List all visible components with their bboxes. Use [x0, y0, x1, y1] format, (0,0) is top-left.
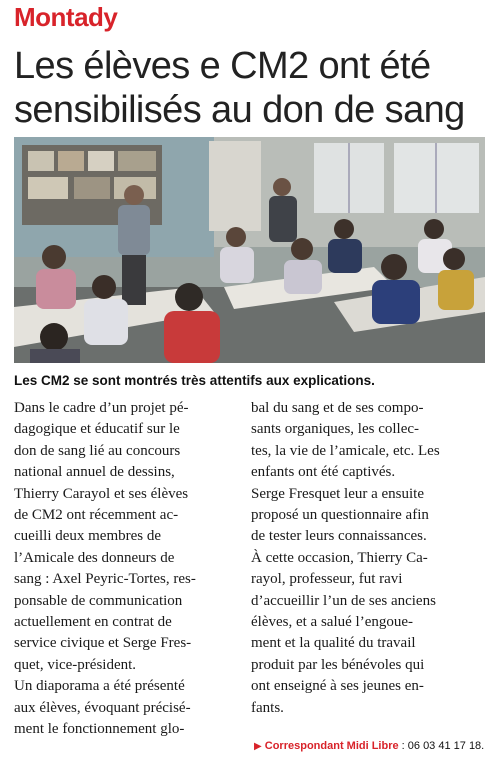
text-line: Un diaporama a été présenté	[14, 678, 185, 695]
text-line: Serge Fresquet leur a ensuite	[251, 485, 425, 502]
text-line: national annuel de dessins,	[14, 464, 175, 481]
text-line: service civique et Serge Fres-	[14, 635, 192, 652]
text-column-right	[251, 398, 473, 719]
text-line: quet, vice-président.	[14, 656, 137, 673]
text-line: cueilli deux membres de	[14, 528, 162, 545]
text-line: sants organiques, les collec-	[251, 421, 420, 438]
text-line: de CM2 ont récemment ac-	[14, 507, 179, 524]
text-line: Thierry Carayol et ses élèves	[14, 485, 189, 502]
text-line: Dans le cadre d’un projet pé-	[14, 400, 189, 416]
text-line: ment le fonctionnement glo-	[14, 721, 185, 738]
text-line: d’accueillir l’un de ses anciens	[251, 592, 436, 609]
text-line: proposé un questionnaire afin	[251, 507, 429, 524]
text-line: don de sang lié au concours	[14, 442, 181, 459]
credit-label: Correspondant Midi Libre	[264, 740, 399, 752]
text-line: fants.	[251, 699, 284, 716]
text-line: élèves, et a salué l’engoue-	[251, 614, 414, 631]
credit-phone: : 06 03 41 17 18.	[398, 740, 485, 752]
text-column-left	[14, 398, 236, 741]
text-line: tes, la vie de l’amicale, etc. Les	[251, 442, 440, 459]
photo-caption: Les CM2 se sont montrés très attentifs aux explications.	[14, 373, 375, 388]
text-line: enfants ont été captivés.	[251, 464, 396, 481]
triangle-arrow-icon: ▶	[254, 741, 262, 752]
text-line: actuellement en contrat de	[14, 614, 172, 631]
text-line: dagogique et éducatif sur le	[14, 421, 180, 438]
text-line: l’Amicale des donneurs de	[14, 549, 175, 566]
text-line: de tester leurs connaissances.	[251, 528, 427, 545]
text-line: ponsable de communication	[14, 592, 183, 609]
text-line: À cette occasion, Thierry Ca-	[251, 549, 428, 566]
headline-line: sensibilisés au don de sang	[14, 89, 465, 131]
section-kicker: Montady	[14, 2, 118, 32]
classroom-photo	[14, 137, 485, 363]
text-line: produit par les bénévoles qui	[251, 656, 425, 673]
text-line: rayol, professeur, fut ravi	[251, 571, 403, 588]
correspondent-credit	[254, 740, 490, 752]
headline	[14, 44, 494, 132]
text-line: ment et la qualité du travail	[251, 635, 416, 652]
headline-line: Les élèves e CM2 ont été	[14, 45, 431, 87]
text-line: aux élèves, évoquant précisé-	[14, 699, 191, 716]
text-line: ont enseigné à ses jeunes en-	[251, 678, 424, 695]
text-line: bal du sang et de ses compo-	[251, 400, 424, 416]
text-line: sang : Axel Peyric-Tortes, res-	[14, 571, 196, 588]
